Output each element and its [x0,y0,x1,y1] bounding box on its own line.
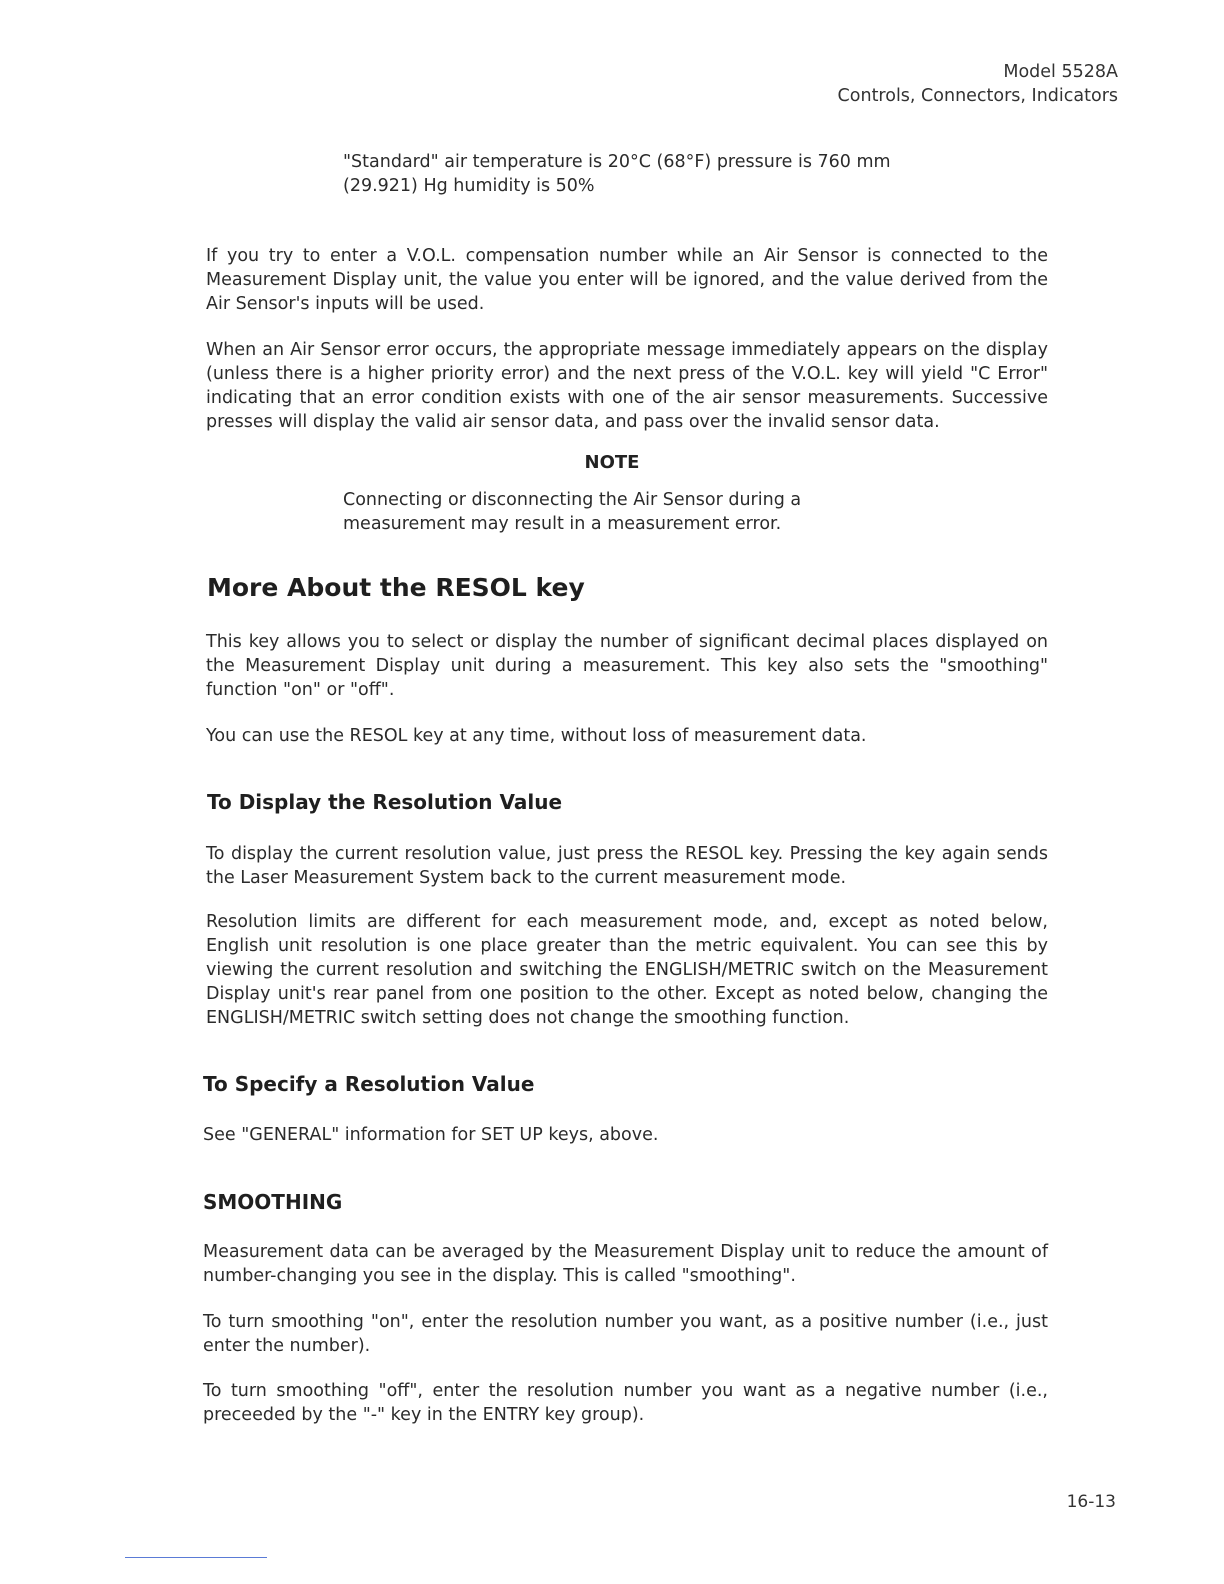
note-heading: NOTE [584,452,640,473]
paragraph-vol-compensation: If you try to enter a V.O.L. compensation number while an Air Sensor is connected to the Measurement Display unit, the value you enter will be ignored, and the value derived from the Air Sensor's inputs will be used. [206,246,1048,314]
paragraph-smoothing-off: To turn smoothing "off", enter the resolution number you want as a negative number (i.e., preceeded by the "-" key in the ENTRY key group). [203,1381,1048,1425]
subheading-specify-resolution: To Specify a Resolution Value [203,1072,535,1096]
section-heading-resol: More About the RESOL key [207,573,585,602]
paragraph-smoothing-on: To turn smoothing "on", enter the resolution number you want, as a positive number (i.e., just enter the number). [203,1312,1048,1356]
standard-air-line-1: "Standard" air temperature is 20°C (68°F) pressure is 760 mm [343,152,891,172]
standard-air-line-2: (29.921) Hg humidity is 50% [343,176,595,196]
note-text: Connecting or disconnecting the Air Sensor during a measurement may result in a measurement error. [343,490,802,534]
header-model: Model 5528A [1003,62,1118,82]
paragraph-specify-resolution: See "GENERAL" information for SET UP keys, above. [203,1125,659,1145]
paragraph-resol-description: This key allows you to select or display the number of significant decimal places displayed on the Measurement Display unit during a measurement. This key also sets the "smoothing" function "on" or "off". [206,632,1048,700]
paragraph-resolution-limits: Resolution limits are different for each measurement mode, and, except as noted below, English unit resolution is one place greater than the metric equivalent. You can see this by viewing the current resolution and switching the ENGLISH/METRIC switch on the Measurement Display unit's rear panel from one position to the other. Except as noted below, changing the ENGLISH/METRIC switch setting does not change the smoothing function. [206,912,1048,1028]
footer-rule [125,1557,267,1558]
paragraph-resol-anytime: You can use the RESOL key at any time, without loss of measurement data. [206,726,867,746]
header-section: Controls, Connectors, Indicators [837,86,1118,106]
subheading-smoothing: SMOOTHING [203,1190,343,1214]
page-number: 16-13 [1066,1492,1116,1512]
paragraph-air-sensor-error: When an Air Sensor error occurs, the appropriate message immediately appears on the display (unless there is a higher priority error) and the next press of the V.O.L. key will yield "C Error" indicating that an error condition exists with one of the air sensor measurements. Successive presses will display the valid air sensor data, and pass over the invalid sensor data. [206,340,1048,432]
standard-air-definition [343,150,923,198]
subheading-display-resolution: To Display the Resolution Value [207,790,563,814]
paragraph-display-resolution: To display the current resolution value, just press the RESOL key. Pressing the key again sends the Laser Measurement System back to the current measurement mode. [206,844,1048,888]
running-header [838,60,1118,108]
paragraph-smoothing-description: Measurement data can be averaged by the Measurement Display unit to reduce the amount of number-changing you see in the display. This is called "smoothing". [203,1242,1048,1286]
